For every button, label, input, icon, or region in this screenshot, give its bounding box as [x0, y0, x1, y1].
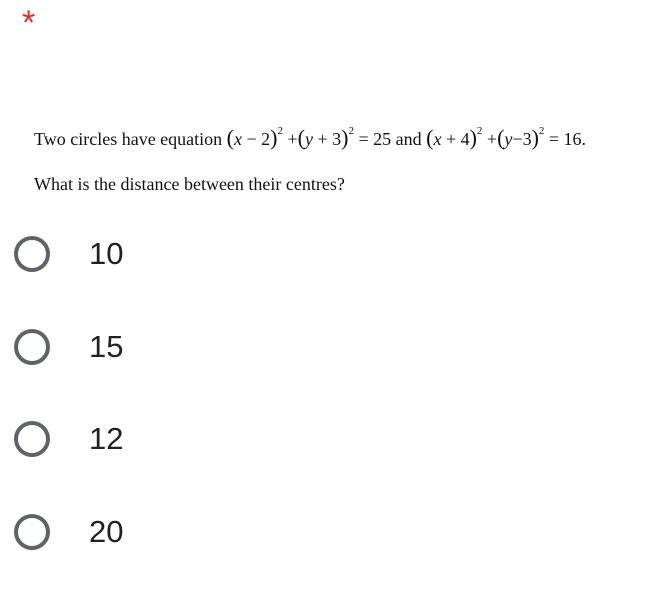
- equation-1: $(x - 2)^2 +(y + 3)^2 = 25$: [226, 125, 392, 150]
- answer-option-10[interactable]: [14, 208, 654, 301]
- radio-button[interactable]: [14, 329, 50, 365]
- equation-2: $(x + 4)^2 +(y-3)^2 = 16$.: [426, 125, 587, 150]
- option-label: 12: [89, 421, 124, 457]
- answer-options: [14, 230, 654, 578]
- question-line-2: What is the distance between their centres?: [34, 174, 345, 194]
- answer-option-20[interactable]: [14, 486, 654, 579]
- radio-button[interactable]: [14, 514, 50, 550]
- answer-option-12[interactable]: [14, 393, 654, 486]
- question-prefix: Two circles have equation: [34, 129, 223, 149]
- question-line-1: [34, 120, 654, 156]
- equation-connector: and: [395, 129, 422, 149]
- option-label: 20: [89, 513, 124, 549]
- answer-option-15[interactable]: [14, 301, 654, 394]
- radio-button[interactable]: [14, 236, 50, 272]
- radio-button[interactable]: [14, 421, 50, 457]
- question-image: [34, 120, 654, 202]
- required-asterisk: *: [22, 4, 36, 42]
- option-label: 15: [89, 328, 124, 364]
- option-label: 10: [89, 236, 124, 272]
